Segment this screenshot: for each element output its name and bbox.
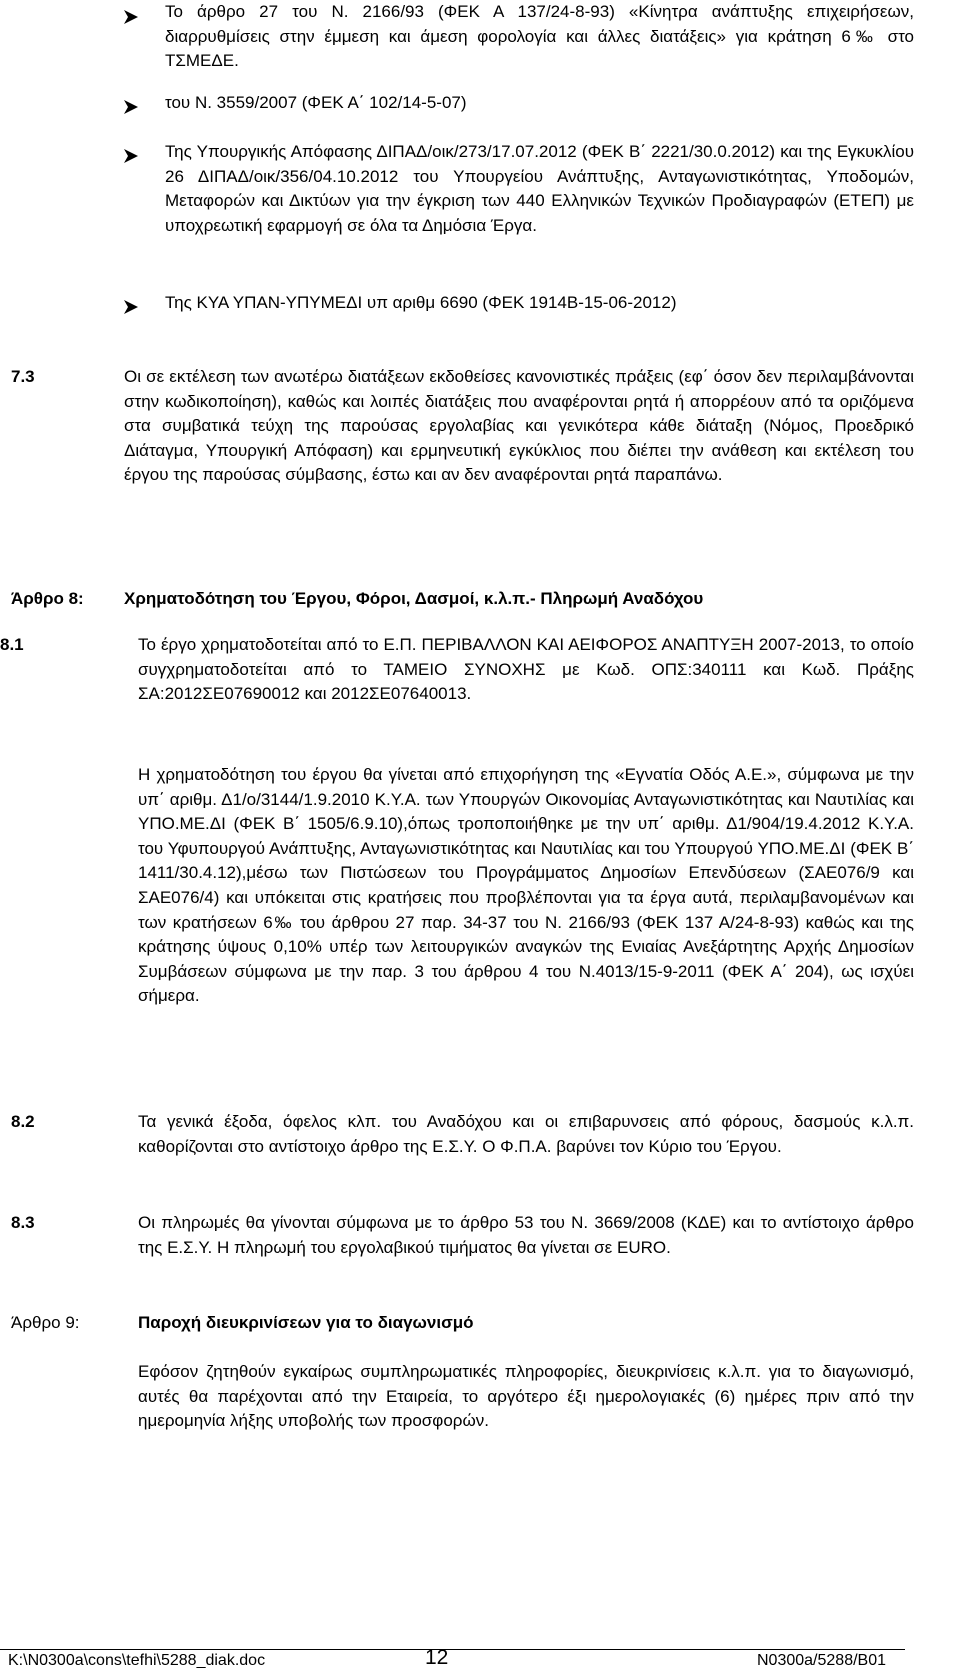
arrow-bullet-icon (122, 8, 140, 28)
section-text: Οι σε εκτέλεση των ανωτέρω διατάξεων εκδοθείσες κανονιστικές πράξεις (εφ΄ όσον δεν περιλαμβάνονται στην κωδικοποίηση), καθώς και λοιπές διατάξεις που αναφέρονται ρητά ή απορρέουν από τα οριζόμενα στα συμβατικά τεύχη της παρούσας εργολαβίας και γενικότερα κάθε διάταξη (Νόμος, Προεδρικό Διάταγμα, Υπουργική Απόφαση) και ερμηνευτική εγκύκλιος που διέπει την ανάθεση και εκτέλεση του έργου της παρούσας σύμβασης, έστω και αν δεν αναφέρονται ρητά παραπάνω. (124, 367, 914, 485)
bullet-item: Το άρθρο 27 του Ν. 2166/93 (ΦΕΚ Α 137/24-8-93) «Κίνητρα ανάπτυξης επιχειρήσεων, διαρρυθμίσεις στην έμμεση και άμεση φορολογία και άλλες διατάξεις» για κράτηση 6‰ στο ΤΣΜΕΔΕ. (165, 2, 914, 71)
bullet-item: Της Υπουργικής Απόφασης ΔΙΠΑΔ/οικ/273/17.07.2012 (ΦΕΚ Β΄ 2221/30.0.2012) και της Εγκυκλίου 26 ΔΙΠΑΔ/οικ/356/04.10.2012 του Υπουργείου Ανάπτυξης, Ανταγωνιστικότητας, Υποδομών, Μεταφορών και Δικτύων για την έγκριση των 440 Ελληνικών Τεχνικών Προδιαγραφών (ΕΤΕΠ) με υποχρεωτική εφαρμογή σε όλα τα Δημόσια Έργα. (165, 142, 914, 235)
section-text: Εφόσον ζητηθούν εγκαίρως συμπληρωματικές πληροφορίες, διευκρινίσεις κ.λ.π. για το διαγωνισμό, αυτές θα παρέχονται από την Εταιρεία, το αργότερο έξι ημερολογιακές (6) ημέρες πριν από την ημερομηνία λήξης υποβολής των προσφορών. (138, 1362, 914, 1431)
footer-divider (0, 1649, 905, 1650)
article-title: Παροχή διευκρινίσεων για το διαγωνισμό (138, 1313, 474, 1332)
article-label: Άρθρο 8: (11, 589, 84, 608)
article-title: Χρηματοδότηση του Έργου, Φόροι, Δασμοί, κ.λ.π.- Πληρωμή Αναδόχου (124, 589, 704, 608)
section-number: 8.1 (0, 635, 24, 654)
footer-doc-code: N0300a/5288/B01 (757, 1652, 886, 1669)
arrow-bullet-icon (122, 298, 140, 318)
article-label: Άρθρο 9: (11, 1313, 80, 1332)
section-text: Τα γενικά έξοδα, όφελος κλπ. του Αναδόχου και οι επιβαρυνσεις από φόρους, δασμούς κ.λ.π. καθορίζονται στο αντίστοιχο άρθρο της Ε.Σ.Υ. Ο Φ.Π.Α. βαρύνει τον Κύριο του Έργου. (138, 1112, 914, 1156)
bullet-item: Της ΚΥΑ ΥΠΑΝ-ΥΠΥΜΕΔΙ υπ αριθμ 6690 (ΦΕΚ 1914Β-15-06-2012) (165, 293, 677, 312)
arrow-bullet-icon (122, 98, 140, 118)
footer-page-number: 12 (425, 1646, 449, 1669)
section-number: 7.3 (11, 367, 35, 386)
section-text: Το έργο χρηματοδοτείται από το Ε.Π. ΠΕΡΙΒΑΛΛΟΝ ΚΑΙ ΑΕΙΦΟΡΟΣ ΑΝΑΠΤΥΞΗ 2007-2013, το οποίο συγχρηματοδοτείται από το ΤΑΜΕΙΟ ΣΥΝΟΧΗΣ με Κωδ. ΟΠΣ:340111 και Κωδ. Πράξης ΣΑ:2012ΣΕ07690012 και 2012ΣΕ07640013. (138, 635, 914, 704)
section-number: 8.2 (11, 1112, 35, 1131)
arrow-bullet-icon (122, 147, 140, 167)
section-text: Η χρηματοδότηση του έργου θα γίνεται από επιχορήγηση της «Εγνατία Οδός Α.Ε.», σύμφωνα με την υπ΄ αριθμ. Δ1/ο/3144/1.9.2010 Κ.Υ.Α. των Υπουργών Οικονομίας Ανταγωνιστικότητας και Ναυτιλίας και ΥΠΟ.ΜΕ.ΔΙ (ΦΕΚ Β΄ 1505/6.9.10),όπως τροποποιήθηκε με την υπ΄ αριθμ. Δ1/904/19.4.2012 Κ.Υ.Α. του Υφυπουργού Ανάπτυξης, Ανταγωνιστικότητας και Ναυτιλίας και του Υπουργού ΥΠΟ.ΜΕ.ΔΙ (ΦΕΚ Β΄ 1411/30.4.12),μέσω των Πιστώσεων του Προγράμματος Δημοσίων Επενδύσεων (ΣΑΕ076/9 και ΣΑΕ076/4) και υπόκειται στις κρατήσεις που προβλέπονται για τα έργα αυτά, περιλαμβανομένων και των κρατήσεων 6‰ του άρθρου 27 παρ. 34-37 του Ν. 2166/93 (ΦΕΚ 137 Α/24-8-93) καθώς και της κράτησης ύψους 0,10% υπέρ των λειτουργικών αναγκών της Ενιαίας Ανεξάρτητης Αρχής Δημοσίων Συμβάσεων σύμφωνα με την παρ. 3 του άρθρου 4 του Ν.4013/15-9-2011 (ΦΕΚ Α΄ 204), ως ισχύει σήμερα. (138, 765, 914, 1006)
bullet-item: του Ν. 3559/2007 (ΦΕΚ Α΄ 102/14-5-07) (165, 93, 467, 112)
section-text: Οι πληρωμές θα γίνονται σύμφωνα με το άρθρο 53 του Ν. 3669/2008 (ΚΔΕ) και το αντίστοιχο άρθρο της Ε.Σ.Υ. Η πληρωμή του εργολαβικού τιμήματος θα γίνεται σε EURO. (138, 1213, 914, 1257)
footer-file-path: K:\N0300a\cons\tefhi\5288_diak.doc (8, 1652, 266, 1669)
section-number: 8.3 (11, 1213, 35, 1232)
